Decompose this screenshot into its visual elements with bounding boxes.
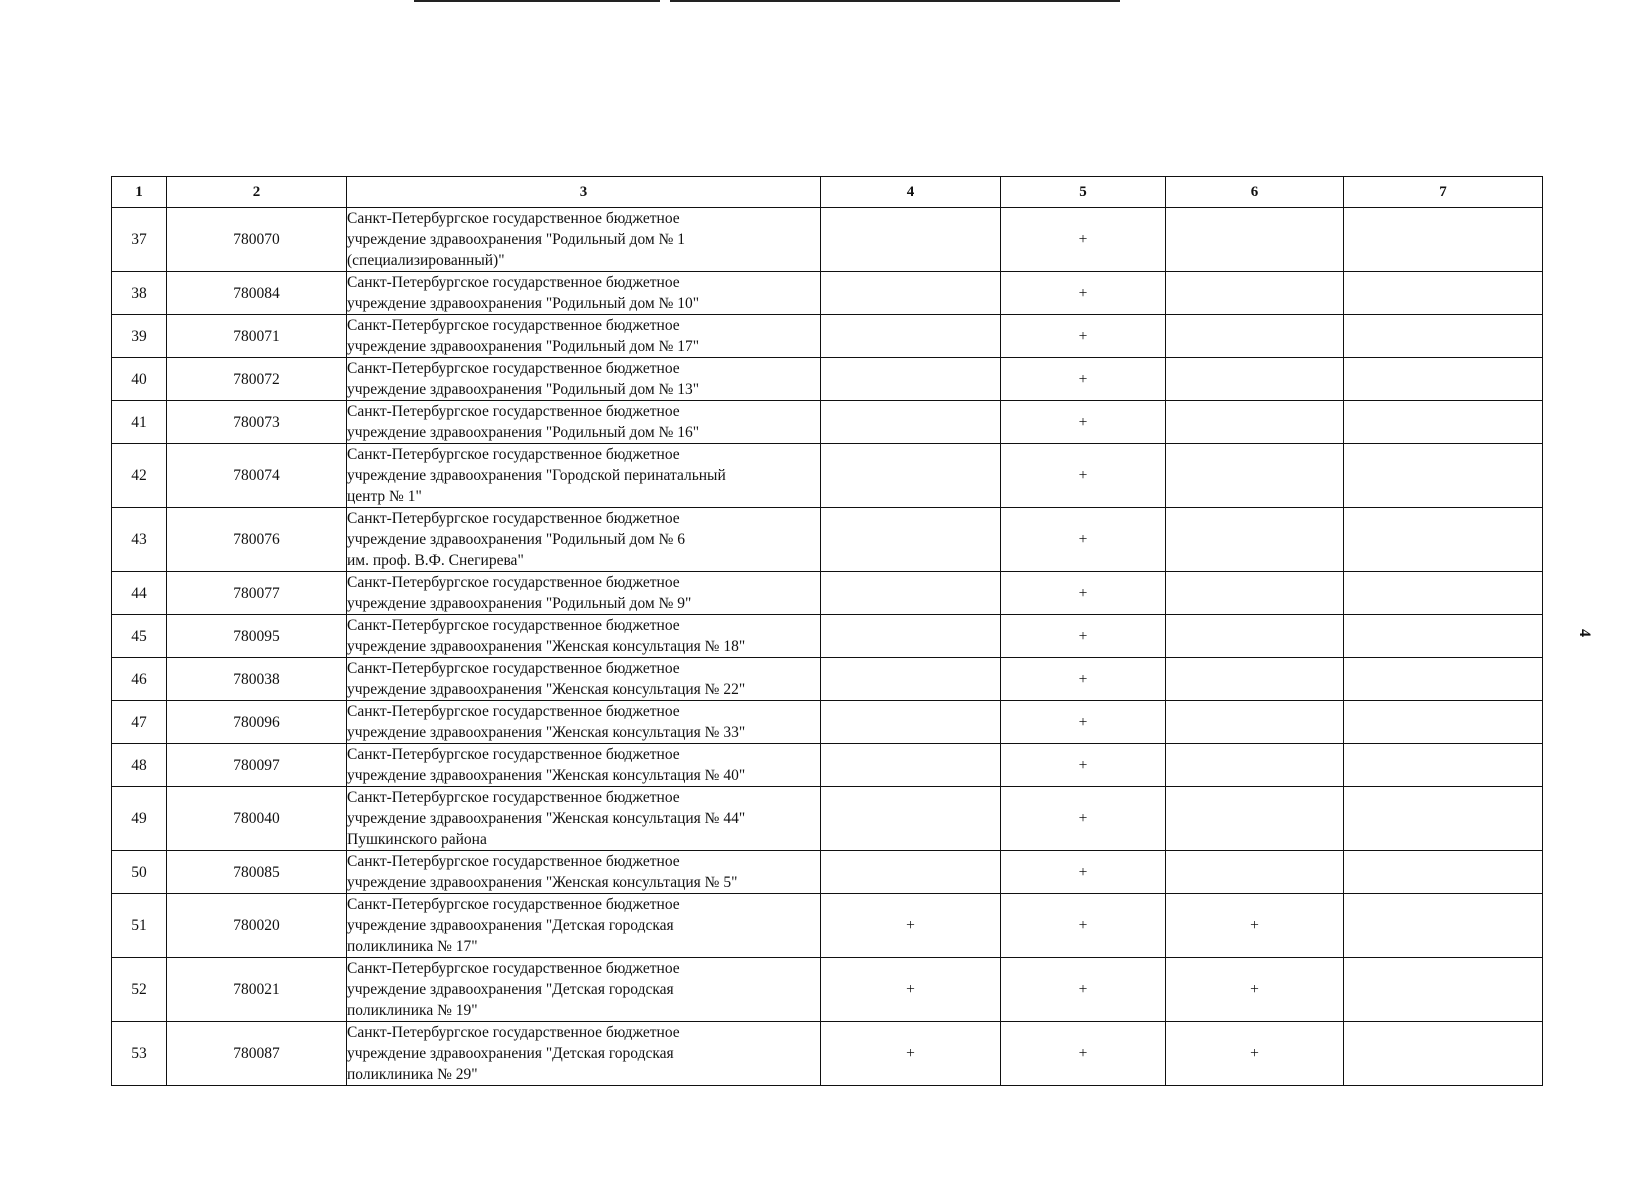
org-name-cell	[347, 787, 821, 851]
org-name-text: Санкт-Петербургское государственное бюджетное учреждение здравоохранения "Родильный дом № 16"	[347, 403, 700, 441]
org-code-cell: 780074	[167, 444, 347, 508]
org-name-cell	[347, 272, 821, 315]
table-row	[112, 358, 1543, 401]
org-name-text: Санкт-Петербургское государственное бюджетное учреждение здравоохранения "Женская консультация № 40"	[347, 746, 746, 784]
column-5-mark-cell: +	[1001, 272, 1166, 315]
column-4-mark-cell	[821, 508, 1001, 572]
column-5-mark-cell: +	[1001, 572, 1166, 615]
column-7-mark-cell	[1344, 272, 1543, 315]
org-name-text: Санкт-Петербургское государственное бюджетное учреждение здравоохранения "Женская консультация № 5"	[347, 853, 738, 891]
org-code-cell: 780038	[167, 658, 347, 701]
header-cell-1: 1	[112, 177, 167, 208]
column-6-mark-cell	[1166, 787, 1344, 851]
row-number-cell: 44	[112, 572, 167, 615]
column-4-mark-cell	[821, 851, 1001, 894]
org-name-cell	[347, 958, 821, 1022]
org-code-cell: 780071	[167, 315, 347, 358]
column-6-mark-cell	[1166, 358, 1344, 401]
org-name-text: Санкт-Петербургское государственное бюджетное учреждение здравоохранения "Родильный дом № 1 (специализированный)"	[347, 210, 685, 269]
column-7-mark-cell	[1344, 508, 1543, 572]
row-number-cell: 39	[112, 315, 167, 358]
table-row	[112, 444, 1543, 508]
column-6-mark-cell	[1166, 401, 1344, 444]
org-name-cell	[347, 701, 821, 744]
column-4-mark-cell	[821, 358, 1001, 401]
org-code-cell: 780097	[167, 744, 347, 787]
org-code-cell: 780073	[167, 401, 347, 444]
column-4-mark-cell	[821, 272, 1001, 315]
page-number: 4	[1576, 629, 1593, 637]
org-name-cell	[347, 508, 821, 572]
org-name-text: Санкт-Петербургское государственное бюджетное учреждение здравоохранения "Родильный дом № 13"	[347, 360, 700, 398]
column-6-mark-cell	[1166, 615, 1344, 658]
table-row	[112, 508, 1543, 572]
organizations-table	[111, 176, 1543, 1086]
header-cell-3: 3	[347, 177, 821, 208]
table-row	[112, 572, 1543, 615]
org-code-cell: 780076	[167, 508, 347, 572]
column-5-mark-cell: +	[1001, 208, 1166, 272]
row-number-cell: 41	[112, 401, 167, 444]
column-5-mark-cell: +	[1001, 744, 1166, 787]
org-name-text: Санкт-Петербургское государственное бюджетное учреждение здравоохранения "Женская консультация № 22"	[347, 660, 746, 698]
row-number-cell: 50	[112, 851, 167, 894]
column-6-mark-cell: +	[1166, 894, 1344, 958]
table-row	[112, 315, 1543, 358]
row-number-cell: 51	[112, 894, 167, 958]
column-5-mark-cell: +	[1001, 658, 1166, 701]
org-name-text: Санкт-Петербургское государственное бюджетное учреждение здравоохранения "Женская консультация № 33"	[347, 703, 746, 741]
row-number-cell: 40	[112, 358, 167, 401]
org-code-cell: 780077	[167, 572, 347, 615]
column-5-mark-cell: +	[1001, 851, 1166, 894]
table-row	[112, 658, 1543, 701]
table-row	[112, 401, 1543, 444]
column-7-mark-cell	[1344, 1022, 1543, 1086]
column-7-mark-cell	[1344, 444, 1543, 508]
column-6-mark-cell	[1166, 658, 1344, 701]
org-code-cell: 780020	[167, 894, 347, 958]
column-6-mark-cell	[1166, 572, 1344, 615]
org-name-cell	[347, 1022, 821, 1086]
row-number-cell: 53	[112, 1022, 167, 1086]
column-7-mark-cell	[1344, 894, 1543, 958]
row-number-cell: 37	[112, 208, 167, 272]
table-row	[112, 787, 1543, 851]
org-code-cell: 780070	[167, 208, 347, 272]
column-4-mark-cell: +	[821, 894, 1001, 958]
column-4-mark-cell	[821, 572, 1001, 615]
column-7-mark-cell	[1344, 208, 1543, 272]
column-6-mark-cell	[1166, 851, 1344, 894]
table-row	[112, 208, 1543, 272]
table-row	[112, 744, 1543, 787]
column-4-mark-cell: +	[821, 1022, 1001, 1086]
org-name-cell	[347, 315, 821, 358]
org-name-cell	[347, 851, 821, 894]
column-7-mark-cell	[1344, 615, 1543, 658]
org-name-text: Санкт-Петербургское государственное бюджетное учреждение здравоохранения "Детская городская поликлиника № 17"	[347, 896, 680, 955]
org-code-cell: 780095	[167, 615, 347, 658]
header-cell-2: 2	[167, 177, 347, 208]
column-5-mark-cell: +	[1001, 894, 1166, 958]
scan-artifact-line	[670, 0, 1120, 2]
table-row	[112, 958, 1543, 1022]
column-5-mark-cell: +	[1001, 1022, 1166, 1086]
column-5-mark-cell: +	[1001, 787, 1166, 851]
column-4-mark-cell	[821, 701, 1001, 744]
column-6-mark-cell	[1166, 208, 1344, 272]
column-7-mark-cell	[1344, 701, 1543, 744]
column-5-mark-cell: +	[1001, 958, 1166, 1022]
table-row	[112, 701, 1543, 744]
column-4-mark-cell	[821, 787, 1001, 851]
column-5-mark-cell: +	[1001, 444, 1166, 508]
org-name-cell	[347, 444, 821, 508]
column-6-mark-cell: +	[1166, 1022, 1344, 1086]
table-row	[112, 894, 1543, 958]
column-7-mark-cell	[1344, 358, 1543, 401]
row-number-cell: 42	[112, 444, 167, 508]
org-name-text: Санкт-Петербургское государственное бюджетное учреждение здравоохранения "Женская консультация № 18"	[347, 617, 746, 655]
column-7-mark-cell	[1344, 958, 1543, 1022]
org-name-text: Санкт-Петербургское государственное бюджетное учреждение здравоохранения "Городской перинатальный центр № 1"	[347, 446, 726, 505]
header-cell-5: 5	[1001, 177, 1166, 208]
column-5-mark-cell: +	[1001, 358, 1166, 401]
org-code-cell: 780096	[167, 701, 347, 744]
row-number-cell: 46	[112, 658, 167, 701]
row-number-cell: 47	[112, 701, 167, 744]
column-4-mark-cell	[821, 401, 1001, 444]
column-6-mark-cell	[1166, 315, 1344, 358]
row-number-cell: 45	[112, 615, 167, 658]
org-code-cell: 780084	[167, 272, 347, 315]
row-number-cell: 43	[112, 508, 167, 572]
org-name-text: Санкт-Петербургское государственное бюджетное учреждение здравоохранения "Родильный дом № 17"	[347, 317, 700, 355]
column-5-mark-cell: +	[1001, 508, 1166, 572]
table-body	[112, 208, 1543, 1086]
column-6-mark-cell	[1166, 272, 1344, 315]
row-number-cell: 49	[112, 787, 167, 851]
org-name-text: Санкт-Петербургское государственное бюджетное учреждение здравоохранения "Родильный дом № 9"	[347, 574, 692, 612]
org-code-cell: 780085	[167, 851, 347, 894]
org-name-cell	[347, 658, 821, 701]
column-6-mark-cell	[1166, 444, 1344, 508]
org-name-cell	[347, 894, 821, 958]
org-name-cell	[347, 572, 821, 615]
column-4-mark-cell: +	[821, 958, 1001, 1022]
org-name-cell	[347, 208, 821, 272]
org-code-cell: 780087	[167, 1022, 347, 1086]
column-7-mark-cell	[1344, 787, 1543, 851]
column-6-mark-cell	[1166, 701, 1344, 744]
org-code-cell: 780072	[167, 358, 347, 401]
org-name-text: Санкт-Петербургское государственное бюджетное учреждение здравоохранения "Женская консультация № 44" Пушкинского района	[347, 789, 746, 848]
column-5-mark-cell: +	[1001, 401, 1166, 444]
column-4-mark-cell	[821, 658, 1001, 701]
org-code-cell: 780040	[167, 787, 347, 851]
column-4-mark-cell	[821, 444, 1001, 508]
column-4-mark-cell	[821, 615, 1001, 658]
header-cell-7: 7	[1344, 177, 1543, 208]
org-name-cell	[347, 615, 821, 658]
row-number-cell: 48	[112, 744, 167, 787]
column-5-mark-cell: +	[1001, 615, 1166, 658]
row-number-cell: 52	[112, 958, 167, 1022]
column-7-mark-cell	[1344, 744, 1543, 787]
column-7-mark-cell	[1344, 401, 1543, 444]
column-6-mark-cell	[1166, 508, 1344, 572]
column-7-mark-cell	[1344, 658, 1543, 701]
org-name-cell	[347, 401, 821, 444]
row-number-cell: 38	[112, 272, 167, 315]
table-row	[112, 851, 1543, 894]
table-row	[112, 615, 1543, 658]
column-7-mark-cell	[1344, 315, 1543, 358]
org-name-text: Санкт-Петербургское государственное бюджетное учреждение здравоохранения "Родильный дом № 10"	[347, 274, 700, 312]
org-code-cell: 780021	[167, 958, 347, 1022]
org-name-cell	[347, 358, 821, 401]
scan-artifact-line	[414, 0, 660, 2]
table-row	[112, 1022, 1543, 1086]
column-4-mark-cell	[821, 744, 1001, 787]
table-row	[112, 272, 1543, 315]
column-6-mark-cell	[1166, 744, 1344, 787]
column-5-mark-cell: +	[1001, 701, 1166, 744]
column-7-mark-cell	[1344, 572, 1543, 615]
column-7-mark-cell	[1344, 851, 1543, 894]
column-6-mark-cell: +	[1166, 958, 1344, 1022]
org-name-text: Санкт-Петербургское государственное бюджетное учреждение здравоохранения "Детская городская поликлиника № 29"	[347, 1024, 680, 1083]
org-name-cell	[347, 744, 821, 787]
header-row	[112, 177, 1543, 208]
org-name-text: Санкт-Петербургское государственное бюджетное учреждение здравоохранения "Детская городская поликлиника № 19"	[347, 960, 680, 1019]
org-name-text: Санкт-Петербургское государственное бюджетное учреждение здравоохранения "Родильный дом № 6 им. проф. В.Ф. Снегирева"	[347, 510, 685, 569]
header-cell-6: 6	[1166, 177, 1344, 208]
column-5-mark-cell: +	[1001, 315, 1166, 358]
column-4-mark-cell	[821, 315, 1001, 358]
column-4-mark-cell	[821, 208, 1001, 272]
header-cell-4: 4	[821, 177, 1001, 208]
